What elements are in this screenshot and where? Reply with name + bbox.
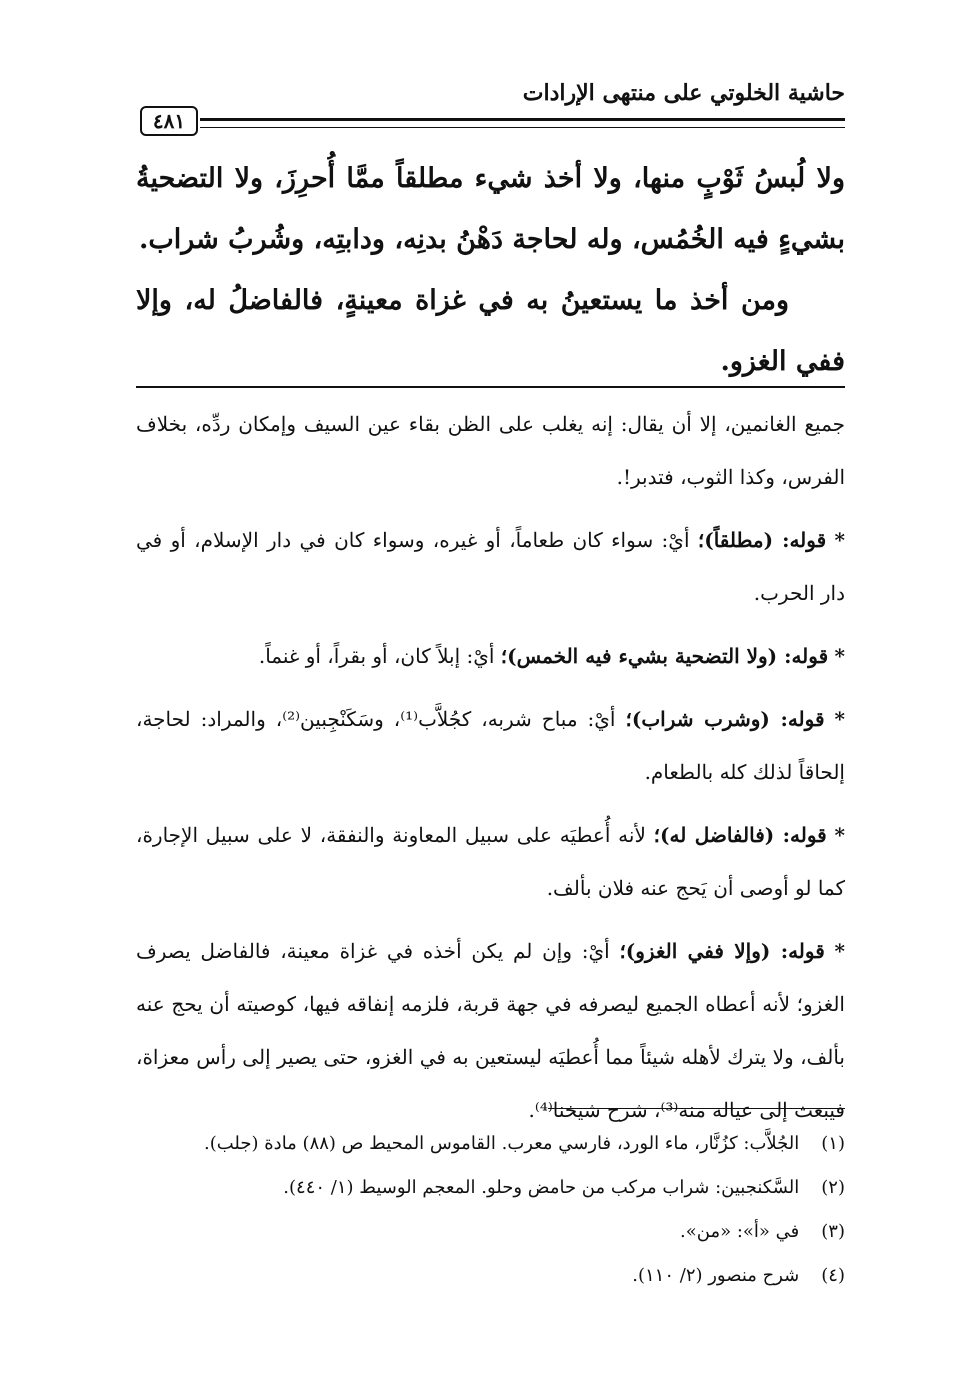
footnote — [136, 1254, 845, 1298]
commentary-text: أيْ: سواء كان طعاماً، أو غيره، وسواء كان في دار الإسلام، أو في دار الحرب. — [136, 528, 845, 605]
star-marker: * — [834, 939, 845, 963]
commentary-text: أيْ: إبلاً كان، أو بقراً، أو غنماً. — [258, 644, 501, 668]
commentary-item — [136, 514, 845, 620]
commentary-item — [136, 693, 845, 799]
page-number: ٤٨١ — [140, 106, 198, 136]
commentary-lemma: قوله: (وإلا ففي الغزو)؛ — [619, 939, 825, 963]
text-separator-rule — [136, 386, 845, 388]
commentary — [136, 398, 845, 1147]
footnote — [136, 1166, 845, 1210]
footnote — [136, 1122, 845, 1166]
header-rule — [200, 118, 845, 128]
footnote — [136, 1210, 845, 1254]
footnote-text: شرح منصور (٢/ ١١٠). — [632, 1265, 800, 1286]
star-marker: * — [834, 823, 845, 847]
footnote-text: السَّكنجبين: شراب مركب من حامض وحلو. المعجم الوسيط (١/ ٤٤٠). — [283, 1177, 800, 1198]
main-text-paragraph: ولا لُبسُ ثَوْبٍ منها، ولا أخذ شيء مطلقاً ممَّا أُحرِزَ، ولا التضحيةُ بشيءٍ فيه الخُمُس، وله لحاجة دَهْنُ بدنِه، ودابتِه، وشُربُ شراب. — [136, 163, 845, 255]
star-marker: * — [834, 707, 846, 731]
star-marker: * — [834, 644, 845, 668]
commentary-lemma: قوله: (مطلقاً)؛ — [697, 528, 827, 552]
commentary-lemma: قوله: (فالفاضل له)؛ — [653, 823, 827, 847]
commentary-item — [136, 630, 845, 683]
footnote-number: (٢) — [821, 1177, 845, 1198]
main-text-paragraph: ومن أخذ ما يستعينُ به في غزاة معينةٍ، فالفاضلُ له، وإلا ففي الغزو. — [136, 285, 845, 377]
commentary-intro: جميع الغانمين، إلا أن يقال: إنه يغلب على الظن بقاء عين السيف وإمكان ردِّه، بخلاف الفرس، وكذا الثوب، فتدبر!. — [136, 412, 845, 489]
running-header-title: حاشية الخلوتي على منتهى الإرادات — [522, 80, 845, 106]
footnotes — [136, 1122, 845, 1298]
commentary-text: أيْ: مباح شربه، كجُلاَّب⁽¹⁾، وسَكَنْجِبين⁽²⁾، والمراد: لحاجة، إلحاقاً لذلك كله بالطعام. — [136, 707, 845, 784]
commentary-item — [136, 925, 845, 1137]
commentary-item — [136, 809, 845, 915]
commentary-lemma: قوله: (ولا التضحية بشيء فيه الخمس)؛ — [500, 644, 829, 668]
commentary-text: أيْ: وإن لم يكن أخذه في غزاة معينة، فالفاضل يصرف الغزو؛ لأنه أعطاه الجميع ليصرفه في جهة قربة، فلزمه إنفاقه فيها، كوصيته أن يحج عنه بألف، ولا يترك لأهله شيئاً مما أُعطيَه ليستعين به في الغزو، حتى يصير إلى رأس معزاة، فيبعث إلى عياله منه⁽³⁾، شرح شيخنا⁽⁴⁾. — [136, 939, 845, 1122]
footnote-number: (٤) — [821, 1265, 845, 1286]
footnote-text: في «أ»: «من». — [680, 1221, 800, 1242]
footnote-number: (٣) — [821, 1221, 845, 1242]
star-marker: * — [834, 528, 845, 552]
main-text — [136, 148, 845, 392]
footnote-number: (١) — [821, 1133, 845, 1154]
footnote-text: الجُلاَّب: كزُنَّار، ماء الورد، فارسي معرب. القاموس المحيط ص (٨٨) مادة (جلب). — [204, 1133, 800, 1154]
commentary-lemma: قوله: (وشرب شراب)؛ — [625, 707, 825, 731]
footnote-rule — [548, 1108, 845, 1109]
commentary-text: لأنه أُعطيَه على سبيل المعاونة والنفقة، لا على سبيل الإجارة، كما لو أوصى أن يَحج عنه فلان بألف. — [136, 823, 845, 900]
